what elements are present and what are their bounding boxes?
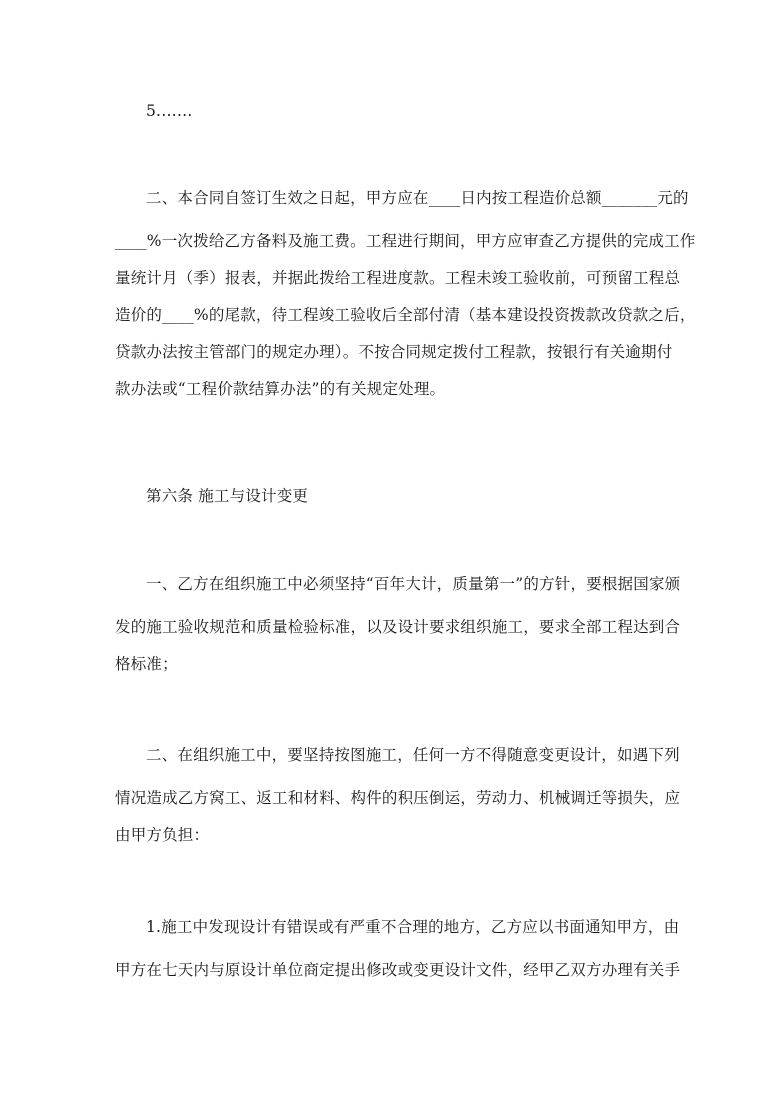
clause-2-paragraph bbox=[115, 183, 689, 213]
clause-2-continuation bbox=[115, 226, 696, 404]
section-heading: 第六条 施工与设计变更 bbox=[146, 487, 309, 505]
paragraph-line: 1.施工中发现设计有错误或有严重不合理的地方，乙方应以书面通知甲方，由 bbox=[146, 918, 680, 936]
article-6-title bbox=[146, 481, 694, 511]
article-6-item-2-continuation bbox=[115, 783, 681, 850]
paragraph-line: 贷款办法按主管部门的规定办理）。不按合同规定拨付工程款，按银行有关逾期付 bbox=[115, 343, 673, 361]
paragraph-line: 二、在组织施工中，要坚持按图施工，任何一方不得随意变更设计，如遇下列 bbox=[146, 746, 680, 764]
item-5-text: 5.…… bbox=[146, 102, 193, 120]
paragraph-line: 量统计月（季）报表，并据此拨给工程进度款。工程未竣工验收前，可预留工程总 bbox=[115, 269, 681, 287]
paragraph-line: 一、乙方在组织施工中必须坚持“百年大计，质量第一”的方针，要根据国家颁 bbox=[146, 575, 681, 593]
paragraph-line: ____%一次拨给乙方备料及施工费。工程进行期间，甲方应审查乙方提供的完成工作 bbox=[115, 232, 696, 250]
paragraph-line: 格标准； bbox=[115, 655, 178, 673]
article-6-item-2-first bbox=[115, 740, 680, 770]
paragraph-line: 由甲方负担： bbox=[115, 826, 210, 844]
paragraph-line: 情况造成乙方窝工、返工和材料、构件的积压倒运，劳动力、机械调迁等损失，应 bbox=[115, 789, 681, 807]
article-6-item-2-sub-1-continuation bbox=[115, 955, 681, 985]
article-6-item-2-sub-1-first bbox=[115, 912, 680, 942]
paragraph-line: 甲方在七天内与原设计单位商定提出修改或变更设计文件，经甲乙双方办理有关手 bbox=[115, 961, 681, 979]
article-6-item-1-first bbox=[115, 569, 681, 599]
list-item-5 bbox=[146, 96, 694, 126]
paragraph-line: 发的施工验收规范和质量检验标准，以及设计要求组织施工，要求全部工程达到合 bbox=[115, 618, 681, 636]
paragraph-line: 二、本合同自签订生效之日起，甲方应在____日内按工程造价总额_______元的 bbox=[146, 189, 689, 207]
paragraph-line: 款办法或“工程价款结算办法”的有关规定处理。 bbox=[115, 380, 446, 398]
paragraph-line: 造价的____%的尾款，待工程竣工验收后全部付清（基本建设投资拨款改贷款之后， bbox=[115, 306, 696, 324]
article-6-item-1-continuation bbox=[115, 612, 681, 679]
